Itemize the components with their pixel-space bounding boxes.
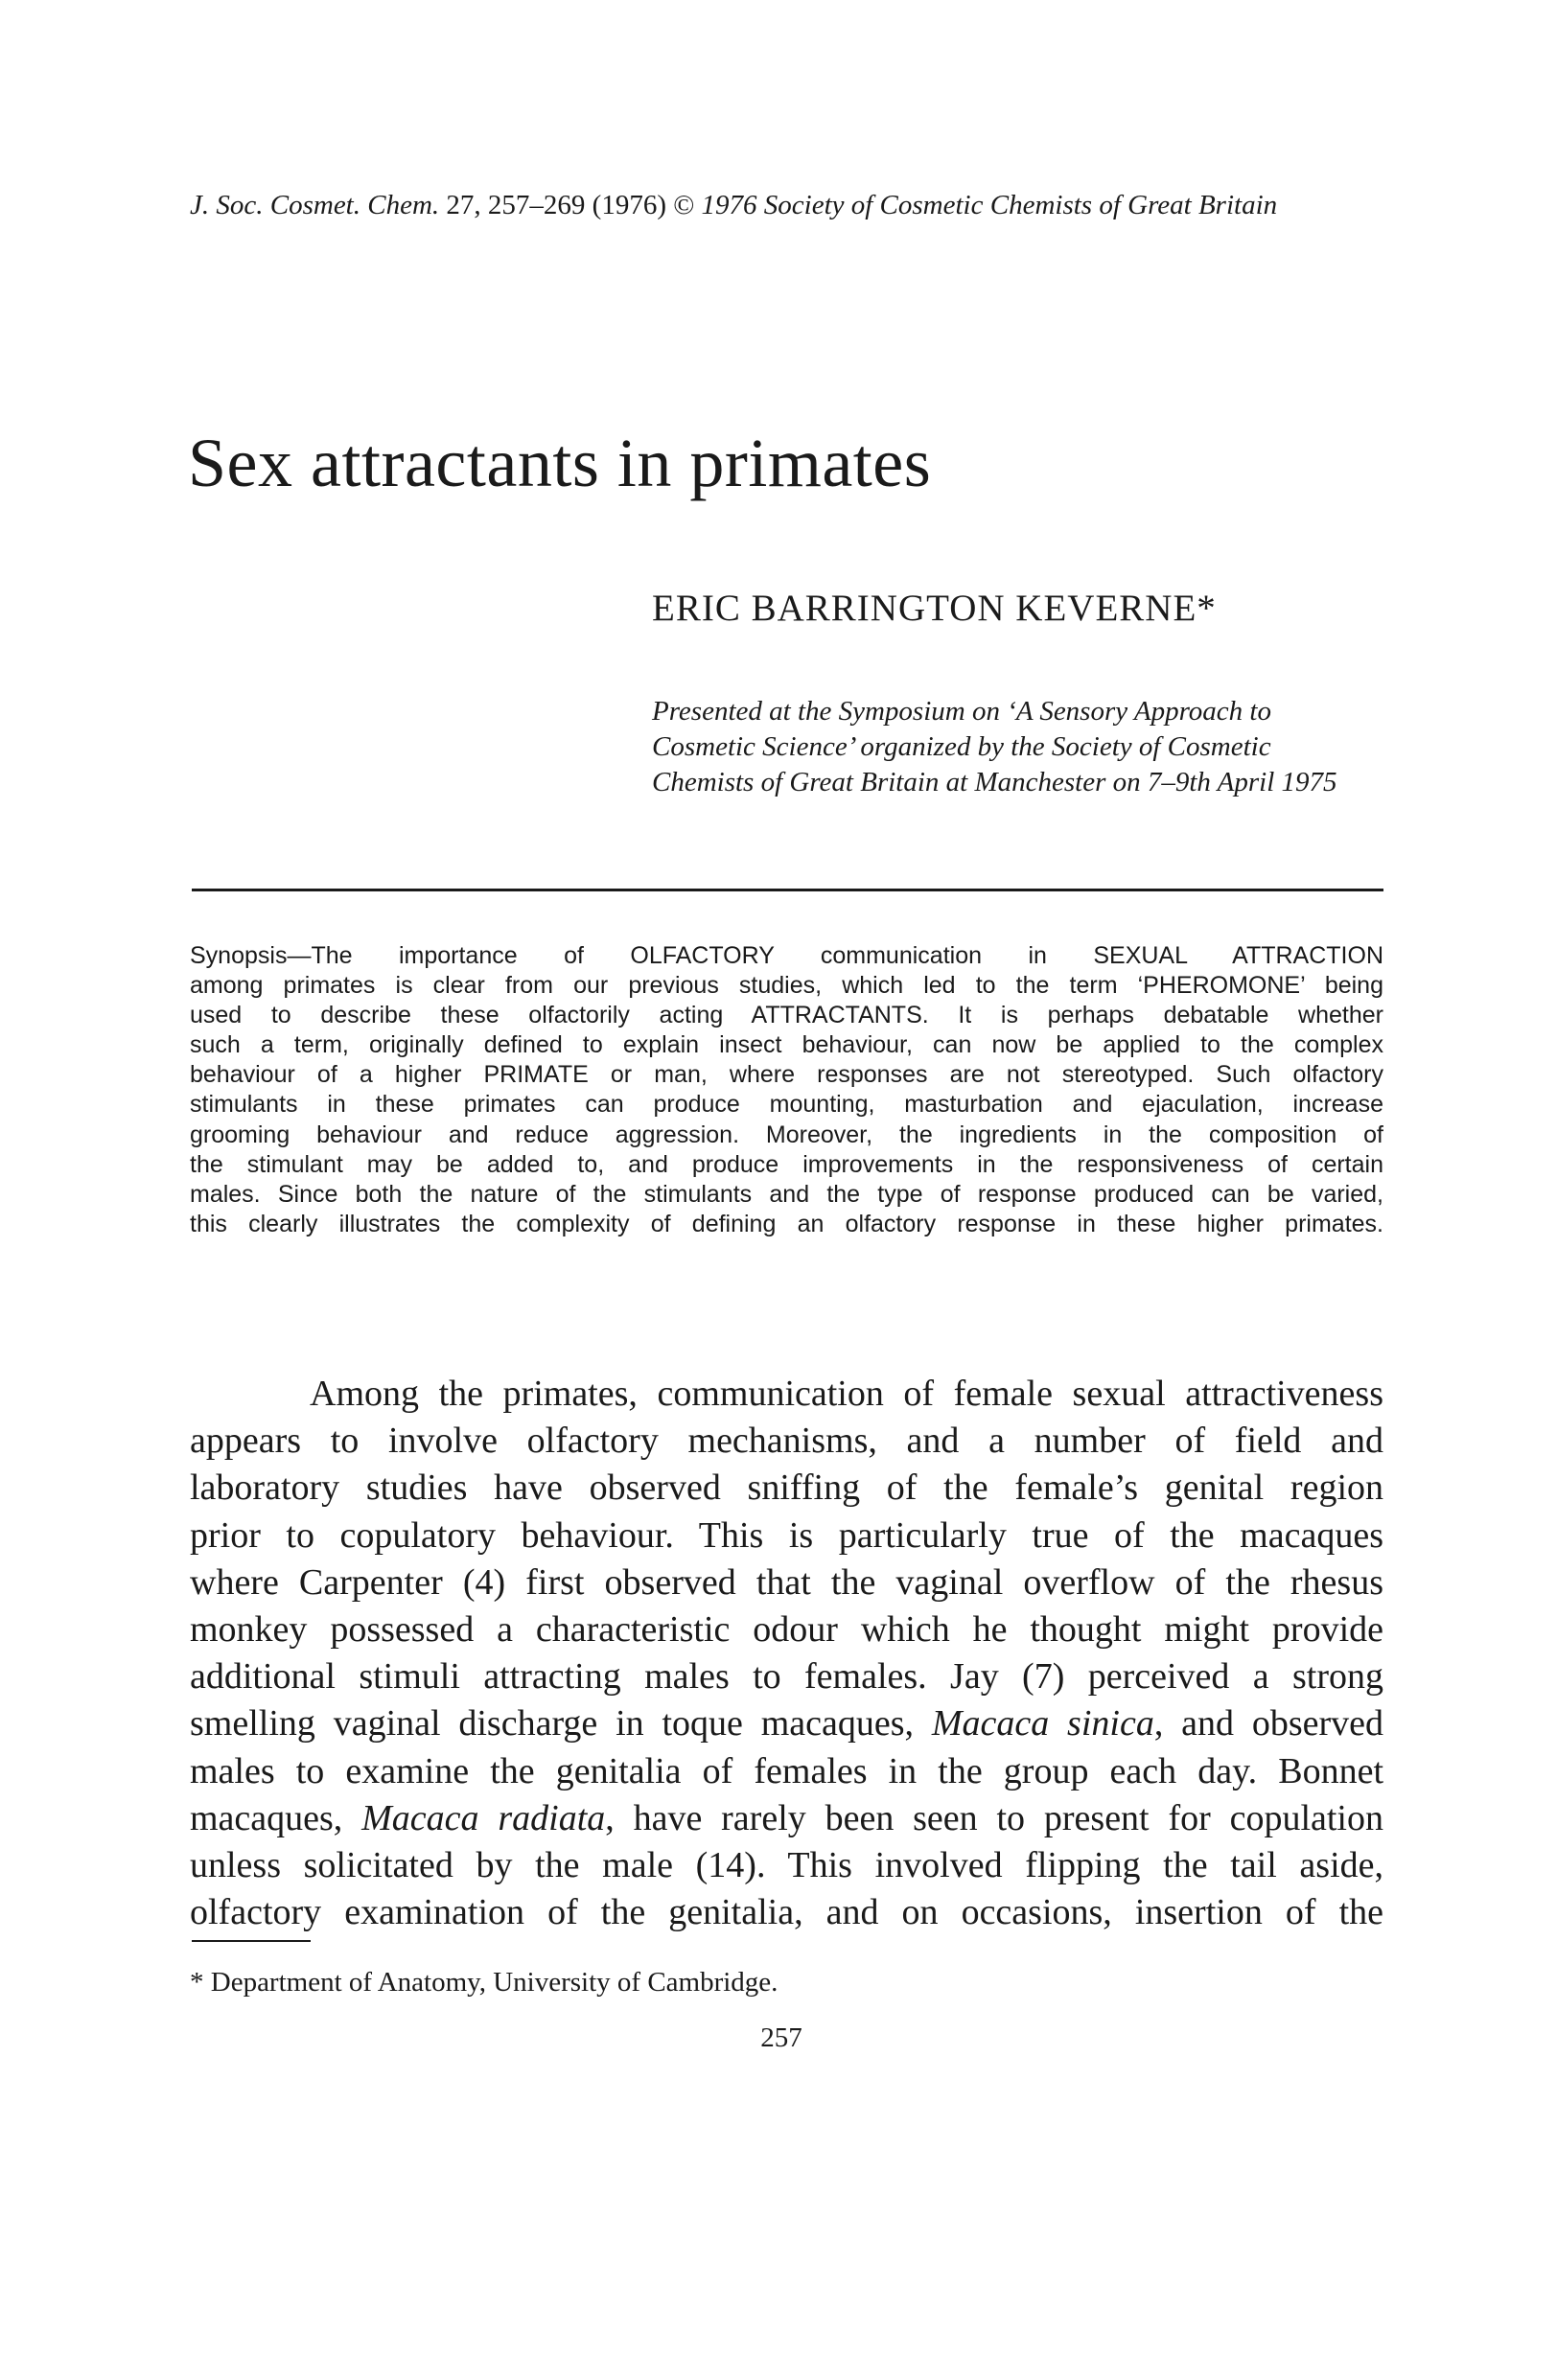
synopsis-line: grooming behaviour and reduce aggression. Moreover, the ingredients in the composition of — [190, 1121, 1383, 1148]
body-line: additional stimuli attracting males to females. Jay (7) perceived a strong — [190, 1656, 1383, 1698]
section-divider — [192, 889, 1383, 891]
body-line: unless solicitated by the male (14). This involved flipping the tail aside, — [190, 1844, 1383, 1885]
synopsis-line: this clearly illustrates the complexity of defining an olfactory response in these higher primates. — [190, 1210, 1383, 1237]
body-line-text: macaques, — [190, 1797, 362, 1838]
synopsis-label: Synopsis — [190, 942, 288, 969]
synopsis-line: used to describe these olfactorily acting ATTRACTANTS. It is perhaps debatable whether — [190, 1002, 1383, 1029]
synopsis-line — [190, 941, 1383, 971]
journal-copyright: 1976 Society of Cosmetic Chemists of Great Britain — [701, 190, 1278, 220]
synopsis-line: stimulants in these primates can produce mounting, masturbation and ejaculation, increase — [190, 1091, 1383, 1119]
body-line: laboratory studies have observed sniffing of the female’s genital region — [190, 1467, 1383, 1509]
journal-volume: 27 — [446, 190, 475, 220]
body-line: prior to copulatory behaviour. This is particularly true of the macaques — [190, 1514, 1383, 1556]
article-title: Sex attractants in primates — [188, 425, 932, 501]
body-line: where Carpenter (4) first observed that the vaginal overflow of the rhesus — [190, 1561, 1383, 1603]
body-paragraph — [190, 1371, 1383, 1936]
journal-citation — [190, 188, 1277, 222]
presentation-note-line: Cosmetic Science’ organized by the Society of Cosmetic — [652, 731, 1271, 762]
presentation-note — [652, 694, 1381, 800]
body-line — [190, 1700, 1383, 1747]
body-line — [190, 1795, 1383, 1842]
presentation-note-line: Presented at the Symposium on ‘A Sensory Approach to — [652, 696, 1271, 727]
species-name: Macaca sinica — [931, 1703, 1154, 1745]
footnote: * Department of Anatomy, University of Cambridge. — [190, 1967, 778, 1998]
body-line: Among the primates, communication of female sexual attractiveness — [310, 1374, 1383, 1414]
page-number: 257 — [760, 2022, 802, 2053]
body-line-text: smelling vaginal discharge in toque macaques, — [190, 1703, 932, 1745]
footnote-divider — [192, 1940, 311, 1942]
synopsis-line: behaviour of a higher PRIMATE or man, where responses are not stereotyped. Such olfactory — [190, 1061, 1383, 1089]
synopsis-line-text: —The importance of OLFACTORY communication in SEXUAL ATTRACTION — [287, 942, 1383, 969]
body-line: males to examine the genitalia of females in the group each day. Bonnet — [190, 1750, 1383, 1791]
synopsis-line: among primates is clear from our previous studies, which led to the term ‘PHEROMONE’ being — [190, 972, 1383, 1000]
body-line: monkey possessed a characteristic odour which he thought might provide — [190, 1608, 1383, 1650]
body-line: appears to involve olfactory mechanisms, and a number of field and — [190, 1421, 1383, 1462]
body-line-text: , have rarely been seen to present for copulation — [605, 1797, 1383, 1838]
journal-pages-year: , 257–269 (1976) © — [474, 190, 702, 220]
body-line-text: , and observed — [1153, 1703, 1384, 1745]
article-author: ERIC BARRINGTON KEVERNE* — [652, 588, 1217, 629]
synopsis-line: males. Since both the nature of the stimulants and the type of response produced can be varied, — [190, 1180, 1383, 1208]
journal-name: J. Soc. Cosmet. Chem. — [190, 190, 440, 220]
synopsis — [190, 941, 1383, 1239]
synopsis-line: such a term, originally defined to explain insect behaviour, can now be applied to the complex — [190, 1031, 1383, 1059]
body-line: olfactory examination of the genitalia, and on occasions, insertion of the — [190, 1892, 1383, 1933]
species-name: Macaca radiata — [361, 1797, 606, 1838]
synopsis-line: the stimulant may be added to, and produce improvements in the responsiveness of certain — [190, 1150, 1383, 1178]
presentation-note-line: Chemists of Great Britain at Manchester on 7–9th April 1975 — [652, 767, 1337, 797]
